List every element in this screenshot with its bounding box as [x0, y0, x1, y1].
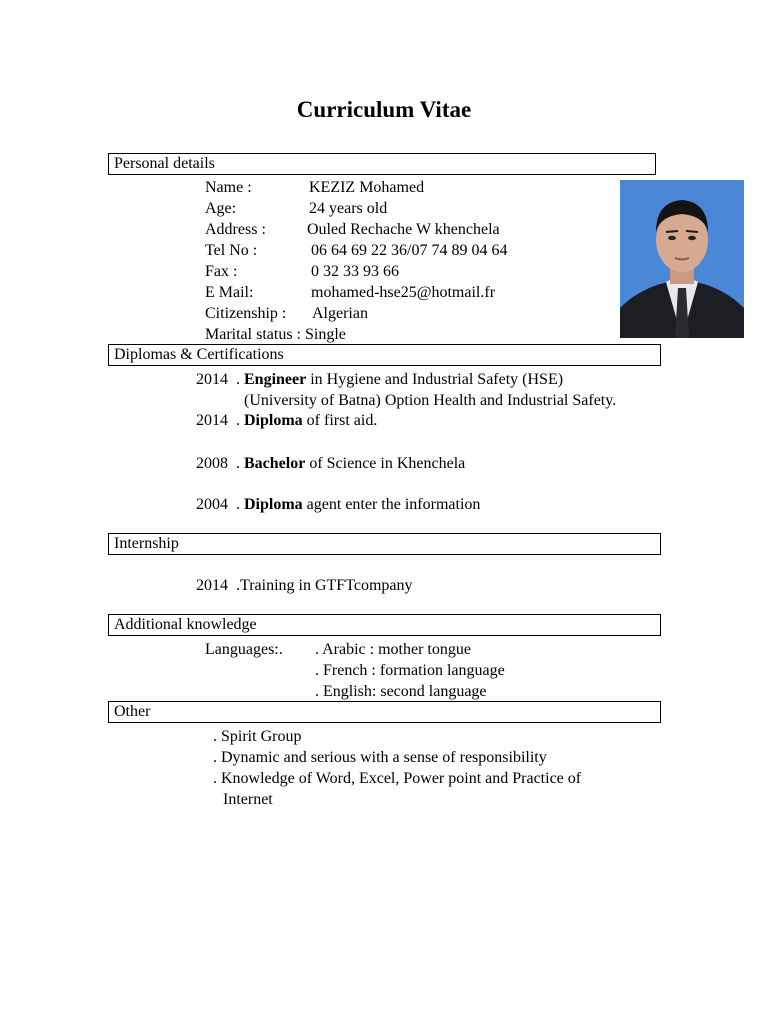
email-value: mohamed-hse25@hotmail.fr	[311, 284, 496, 301]
language-item: . English: second language	[315, 683, 487, 700]
diploma-year: 2008	[196, 455, 228, 472]
address-label: Address :	[205, 221, 266, 238]
diploma-title: Diploma	[244, 496, 303, 513]
other-item: Internet	[223, 791, 273, 808]
section-label: Internship	[114, 535, 179, 552]
diploma-year: 2014	[196, 371, 228, 388]
internship-text: .Training in GTFTcompany	[236, 577, 413, 594]
diploma-desc-line2: (University of Batna) Option Health and Industrial Safety.	[244, 392, 617, 409]
section-additional-knowledge	[108, 614, 661, 636]
diploma-desc: in Hygiene and Industrial Safety (HSE)	[306, 371, 564, 388]
section-label: Other	[114, 703, 151, 720]
diploma-title: Bachelor	[244, 455, 306, 472]
diploma-year: 2004	[196, 496, 228, 513]
language-item: . Arabic : mother tongue	[315, 641, 471, 658]
section-other	[108, 701, 661, 723]
tel-label: Tel No :	[205, 242, 258, 259]
section-diplomas	[108, 344, 661, 366]
diploma-desc: agent enter the information	[302, 496, 481, 513]
diploma-item: 2014 . Diploma of first aid.	[196, 412, 378, 429]
section-personal-details	[108, 153, 656, 175]
fax-label: Fax :	[205, 263, 238, 280]
diploma-item: 2014 . Engineer in Hygiene and Industrial Safety (HSE)	[196, 371, 564, 388]
languages-label: Languages:.	[205, 641, 283, 658]
diploma-title: Diploma	[244, 412, 303, 429]
section-label: Diplomas & Certifications	[114, 346, 284, 363]
internship-item	[196, 576, 413, 596]
page-title: Curriculum Vitae	[296, 97, 472, 122]
diploma-year: 2014	[196, 412, 228, 429]
citizenship-label: Citizenship :	[205, 305, 287, 322]
section-label: Additional knowledge	[114, 616, 257, 633]
citizenship-value: Algerian	[312, 305, 368, 322]
diploma-desc: of Science in Khenchela	[305, 455, 466, 472]
fax-value: 0 32 33 93 66	[311, 263, 399, 280]
other-item: . Dynamic and serious with a sense of responsibility	[213, 749, 547, 766]
diploma-item: 2008 . Bachelor of Science in Khenchela	[196, 455, 466, 472]
tel-value: 06 64 69 22 36/07 74 89 04 64	[311, 242, 508, 259]
profile-photo	[620, 180, 744, 338]
diploma-item: 2004 . Diploma agent enter the information	[196, 496, 481, 513]
portrait-image	[620, 180, 744, 338]
other-item: . Spirit Group	[213, 728, 302, 745]
other-item: . Knowledge of Word, Excel, Power point and Practice of	[213, 770, 582, 787]
diploma-desc: of first aid.	[302, 412, 378, 429]
address-value: Ouled Rechache W khenchela	[307, 221, 500, 238]
email-label: E Mail:	[205, 284, 254, 301]
name-label: Name :	[205, 179, 252, 196]
diploma-title: Engineer	[244, 371, 307, 388]
section-label: Personal details	[114, 155, 215, 172]
language-item: . French : formation language	[315, 662, 505, 679]
name-value: KEZIZ Mohamed	[309, 179, 425, 196]
age-value: 24 years old	[309, 200, 388, 217]
age-label: Age:	[205, 200, 237, 217]
marital-status: Marital status : Single	[205, 326, 346, 343]
section-internship	[108, 533, 661, 555]
internship-year: 2014	[196, 577, 228, 594]
